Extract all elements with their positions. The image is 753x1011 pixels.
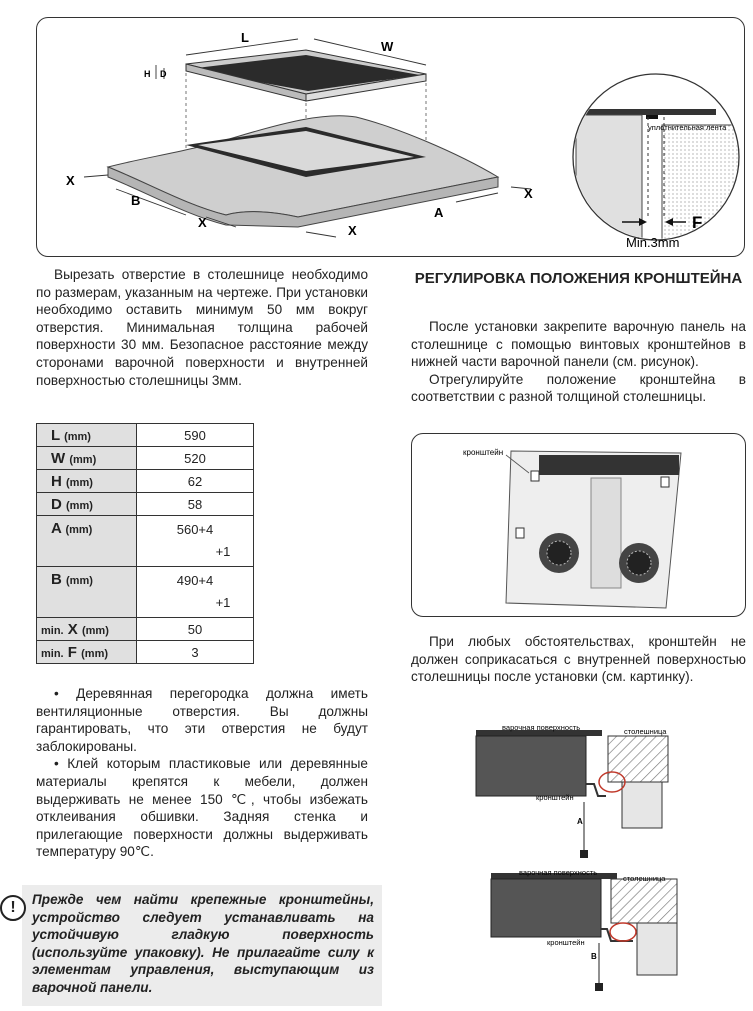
fig-a-letter: A [577,817,583,826]
dim-L: L [241,30,249,45]
section-heading: РЕГУЛИРОВКА ПОЛОЖЕНИЯ КРОНШТЕЙНА [414,270,743,287]
fig-a-bracket-label: кронштейн [536,793,574,802]
min-gap-label: Min.3mm [626,235,680,250]
fig-b-top-label: варочная поверхность [519,868,598,877]
table-row: W (mm) 520 [37,447,254,470]
cutout-instructions [36,266,368,389]
dim-X-right: X [524,186,533,201]
dim-A: A [434,205,444,220]
seal-label: уплотнительная лента [648,123,727,132]
table-row: min. X (mm) 50 [37,618,254,641]
table-row: B (mm) 490+4 +1 [37,567,254,618]
bracket-position-figure-a [472,722,702,867]
value-A: 560+4 +1 [137,516,254,567]
hob-plate [186,50,426,101]
value-B: 490+4 +1 [137,567,254,618]
detail-magnifier [573,74,742,250]
fig-b-bracket-label: кронштейн [547,938,585,947]
warning-box [22,885,382,1006]
dim-X-front: X [348,223,357,238]
table-row: A (mm) 560+4 +1 [37,516,254,567]
table-row: D (mm) 58 [37,493,254,516]
fig-a-counter-label: столешница [624,727,667,736]
dim-X-left: X [66,173,75,188]
bullet-ventilation: • Деревянная перегородка должна иметь вентиляционные отверстия. Вы должны гарантировать, что эти отверстия не будут заблокированы. [36,686,368,754]
value-F: 3 [137,641,254,664]
fig-b-counter-label: столешница [623,874,666,883]
table-row: H (mm) 62 [37,470,254,493]
fig-a-top-label: варочная поверхность [502,723,581,732]
bullet-glue: • Клей которым пластиковые или деревянные материалы крепятся к мебели, должен выдерживать не менее 150 ℃, чтобы избежать отклеивания обшивки. Задняя стенка и прилегающие поверхности должны выдерживать температуру 90℃. [36,756,368,860]
value-L: 590 [137,424,254,447]
dim-W: W [381,39,394,54]
cutout-paragraph: Вырезать отверстие в столешнице необходимо по размерам, указанным на чертеже. При установки необходимо оставить минимум 50 мм вокруг отверстия. Минимальная толщина рабочей поверхности 30 мм. Безопасное расстояние между сторонами варочной поверхности и внутренней поверхностью столешницы 3мм. [36,267,368,388]
table-row: min. F (mm) 3 [37,641,254,664]
bracket-position-figure-b [487,865,717,1005]
fig-b-letter: B [591,952,597,961]
dim-X-bottom: X [198,215,207,230]
table-row: L (mm) 590 [37,424,254,447]
bracket-instructions: После установки закрепите варочную панель на столешнице с помощью винтовых кронштейнов в нижней части варочной панели (см. рисунок). Отрегулируйте положение кронштейна в соответствии с разной толщиной столешницы. [411,319,746,405]
value-W: 520 [137,447,254,470]
dim-D: D [160,69,167,79]
dim-F: F [692,213,703,232]
value-H: 62 [137,470,254,493]
dim-H: H [144,69,151,79]
warning-text: Прежде чем найти крепежные кронштейны, устройство следует устанавливать на устойчивую гладкую поверхность (используйте упаковку). Не прилагайте силу к элементам управления, выступающим из варочной панели. [32,892,374,995]
value-X: 50 [137,618,254,641]
dimension-table [36,423,254,664]
bracket-label: кронштейн [463,448,504,457]
bullet-list [36,685,368,861]
dim-B: B [131,193,141,208]
bracket-warning-text: При любых обстоятельствах, кронштейн не должен соприкасаться с внутренней поверхностью столешницы после установки (см. картинку). [411,634,746,685]
bracket-figure [411,433,746,617]
cutout-diagram [36,17,745,257]
value-D: 58 [137,493,254,516]
bracket-section [411,268,746,289]
exclamation-icon: ! [0,895,26,921]
